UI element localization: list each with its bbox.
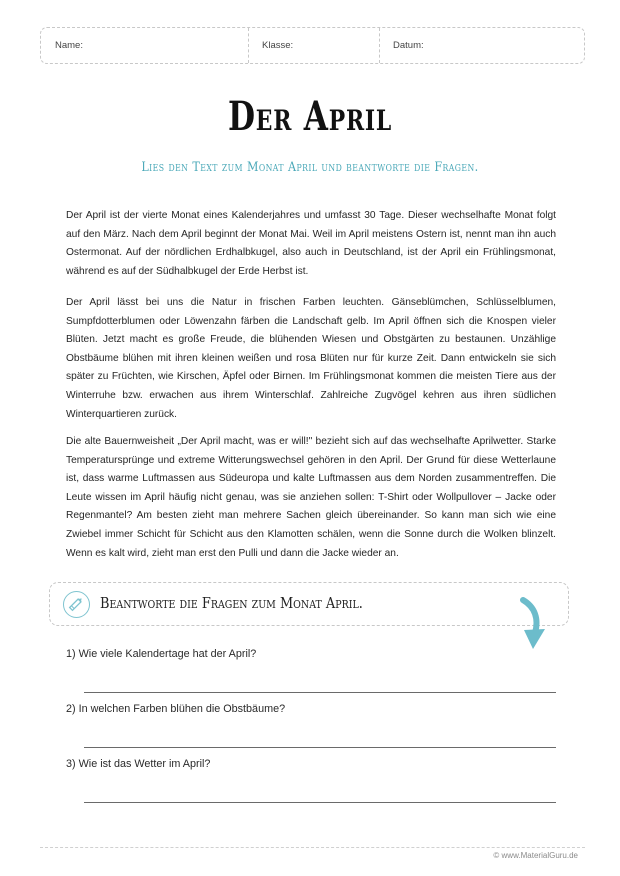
class-label: Klasse: [262, 40, 294, 51]
curved-arrow-down-icon [515, 597, 551, 653]
pencil-icon [63, 591, 90, 618]
name-label: Name: [55, 40, 83, 51]
answer-line-2[interactable] [84, 747, 556, 748]
question-1: 1) Wie viele Kalendertage hat der April? [66, 648, 257, 660]
header-divider [379, 28, 380, 63]
page-subtitle: Lies den Text zum Monat April und beantworte die Fragen. [141, 160, 479, 175]
paragraph-3: Die alte Bauernweisheit „Der April macht, was er will!" bezieht sich auf das wechselhafte Aprilwetter. Starke Temperatursprünge und extreme Witterungswechsel gehören in den April. Der Grund für diese Wetterlaune ist, dass warme Luftmassen aus Südeuropa und kalte Luftmassen aus dem Norden zusammentreffen. Die Leute wissen im April häufig nicht genau, was sie anziehen sollen: T-Shirt oder Wollpullover – Jacke oder Regenmantel? Am besten zieht man mehrere Sachen gleich übereinander. So kann man sich wie eine Zwiebel immer Schicht für Schicht aus den Klamotten schälen, wenn die Sonne durch die Wolken blinzelt. Wenn es kalt wird, zieht man erst den Pulli und dann die Jacke wieder an. [66, 436, 556, 559]
date-label: Datum: [393, 40, 424, 51]
question-3: 3) Wie ist das Wetter im April? [66, 758, 211, 770]
task-instruction-box [49, 582, 569, 626]
paragraph-2: Der April lässt bei uns die Natur in frischen Farben leuchten. Gänseblümchen, Schlüsselblumen, Sumpfdotterblumen oder Löwenzahn färben die Landschaft gelb. Im April öffnen sich die Knospen vieler Blüten. Jetzt macht es große Freude, die blühenden Wiesen und Obstgärten zu bestaunen. Unzählige Obstbäume blühen mit ihren kleinen weißen und rosa Blüten nur für kurze Zeit. Dann entwickeln sie sich später zu Früchten, wie Kirschen, Äpfel oder Birnen. Im Frühlingsmonat kommen die meisten Tiere aus der Winterruhe bzw. erwachen aus ihrem Winterschlaf. Zahlreiche Zugvögel kehren aus ihren südlichen Winterquartieren zurück. [66, 297, 556, 420]
header-divider [248, 28, 249, 63]
copyright-text: © www.MaterialGuru.de [493, 851, 578, 860]
paragraph-1: Der April ist der vierte Monat eines Kalenderjahres und umfasst 30 Tage. Dieser wechselhafte Monat folgt auf den März. Nach dem April beginnt der Monat Mai. Weil im April meistens Ostern ist, nennt man ihn auch Ostermonat. Auf der nördlichen Erdhalbkugel, also auch in Deutschland, ist der April ein Frühlingsmonat, während es auf der Südhalbkugel der Erde Herbst ist. [66, 210, 556, 277]
page-title: Der April [227, 93, 393, 140]
task-title: Beantworte die Fragen zum Monat April. [100, 594, 363, 612]
header-fields-box [40, 27, 585, 64]
footer-divider [40, 847, 585, 848]
answer-line-3[interactable] [84, 802, 556, 803]
answer-line-1[interactable] [84, 692, 556, 693]
question-2: 2) In welchen Farben blühen die Obstbäume? [66, 703, 286, 715]
